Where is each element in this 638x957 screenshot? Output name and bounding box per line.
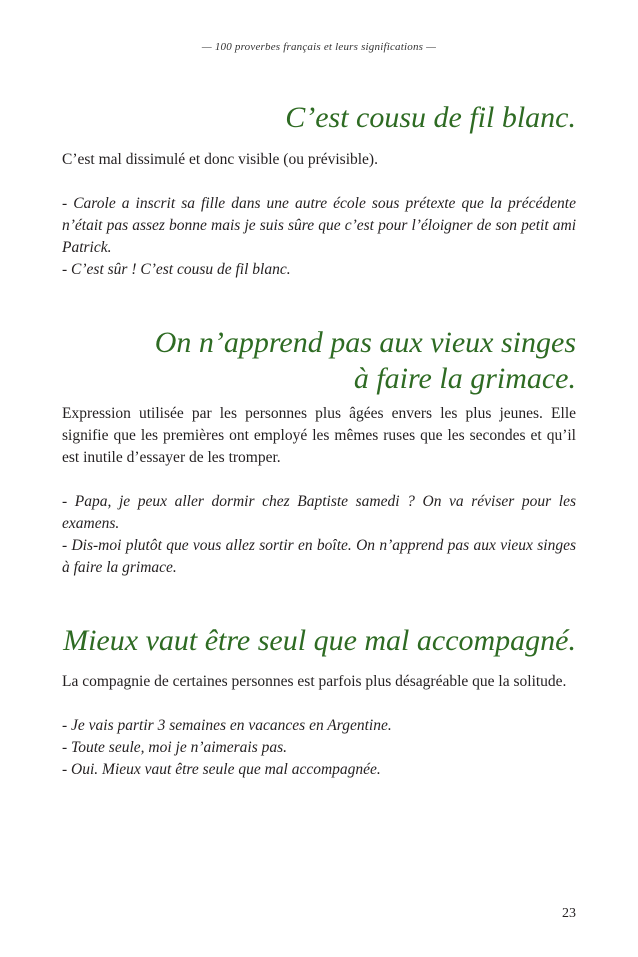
proverb-entry (62, 325, 576, 579)
example-line: - Toute seule, moi je n’aimerais pas. (62, 739, 288, 756)
example-line: - Dis-moi plutôt que vous allez sortir en boîte. On n’apprend pas aux vieux singes à faire la grimace. (62, 537, 576, 576)
proverb-meaning: C’est mal dissimulé et donc visible (ou prévisible). (62, 151, 378, 168)
running-header: — 100 proverbes français et leurs significations — (201, 41, 437, 53)
proverb-example (62, 715, 576, 781)
example-line: - C’est sûr ! C’est cousu de fil blanc. (62, 261, 291, 278)
proverb-title-line: Mieux vaut être seul que mal accompagné. (63, 624, 576, 657)
proverb-title (62, 623, 576, 659)
proverb-meaning: Expression utilisée par les personnes plus âgées envers les plus jeunes. Elle signifie que les premières ont employé les mêmes ruses que les secondes et qu’il est inutile d’essayer de les tromper. (62, 405, 576, 466)
proverb-title (62, 325, 576, 397)
proverb-entry (62, 100, 576, 281)
proverb-title-line: C’est cousu de fil blanc. (285, 101, 576, 134)
proverb-title (62, 100, 576, 136)
example-line: - Papa, je peux aller dormir chez Baptiste samedi ? On va réviser pour les examens. (62, 493, 576, 532)
proverb-title-line: à faire la grimace. (353, 362, 576, 395)
proverb-example (62, 193, 576, 281)
proverb-entry (62, 623, 576, 781)
proverb-example (62, 491, 576, 579)
example-line: - Oui. Mieux vaut être seule que mal accompagnée. (62, 761, 381, 778)
example-line: - Carole a inscrit sa fille dans une autre école sous prétexte que la précédente n’était pas assez bonne mais je suis sûre que c’est pour l’éloigner de son petit ami Patrick. (62, 195, 576, 256)
example-line: - Je vais partir 3 semaines en vacances en Argentine. (62, 717, 392, 734)
page-number: 23 (562, 906, 576, 921)
proverb-title-line: On n’apprend pas aux vieux singes (154, 326, 576, 359)
proverb-meaning: La compagnie de certaines personnes est parfois plus désagréable que la solitude. (62, 673, 567, 690)
